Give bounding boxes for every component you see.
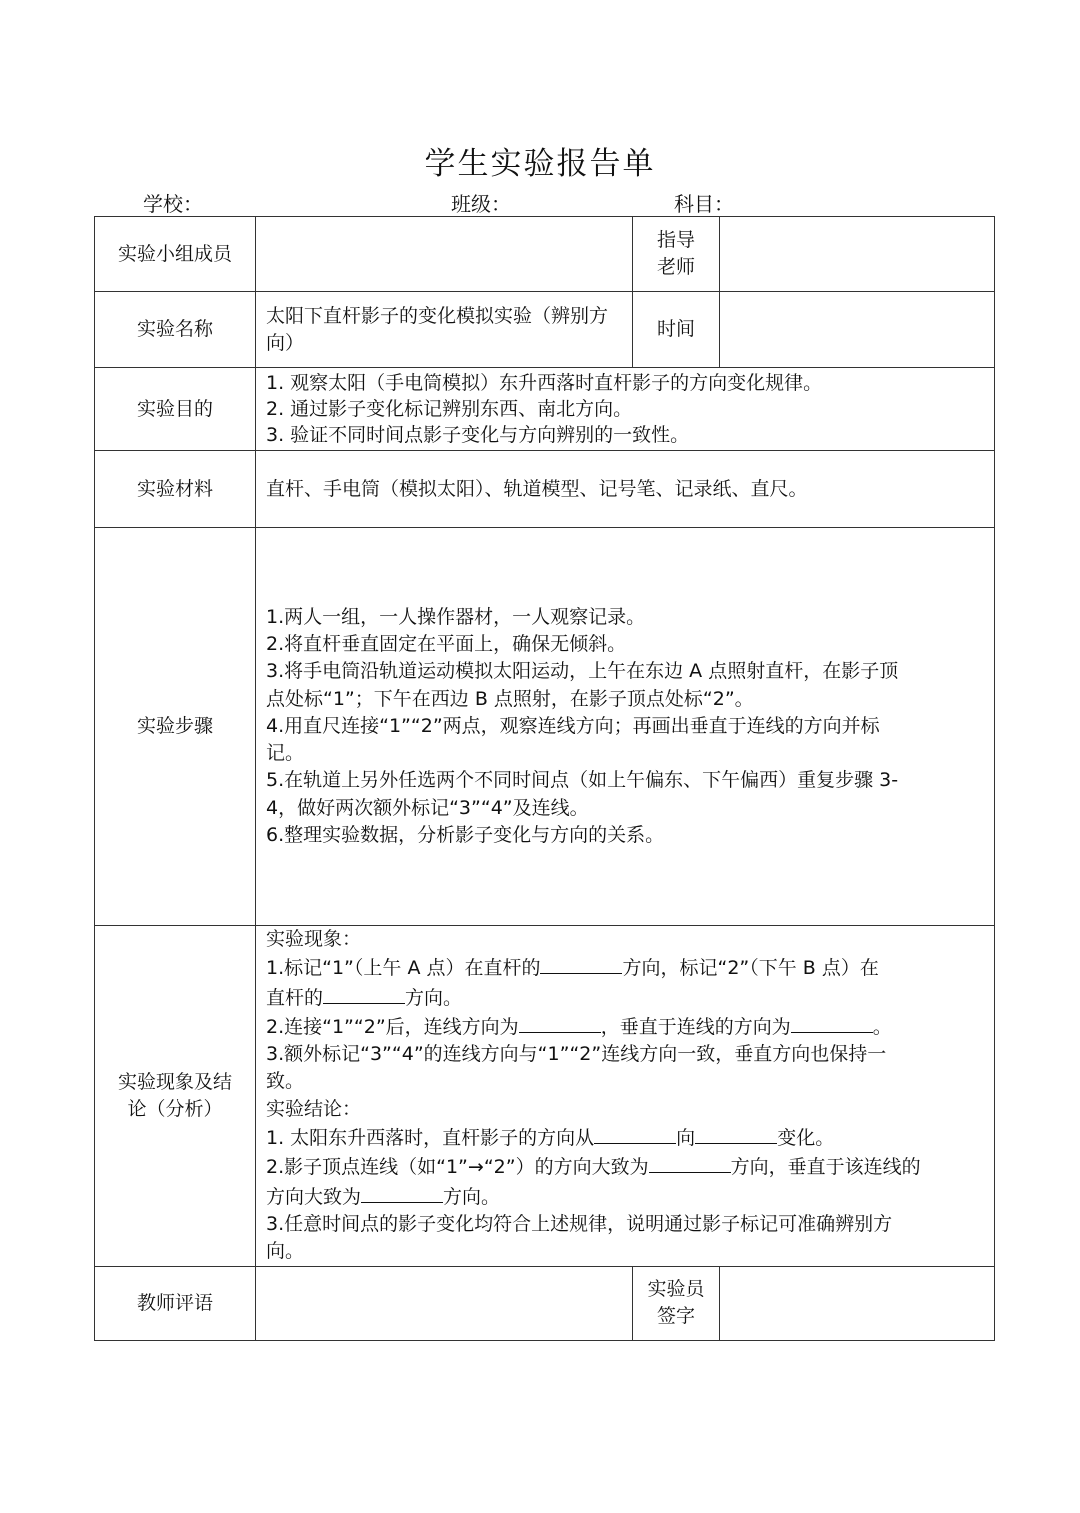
time-cell[interactable] [720, 292, 995, 368]
text-fragment: 1.标记“1”（上午 A 点）在直杆的 [266, 957, 541, 980]
steps-list [256, 528, 995, 926]
text-fragment: 方向，垂直于该连线的 [730, 1156, 921, 1179]
text-fragment: 2.影子顶点连线（如“1”→“2”）的方向大致为 [266, 1156, 649, 1179]
text-fragment: 方向，标记“2”（下午 B 点）在 [622, 957, 879, 980]
phenomena-content [256, 926, 995, 1267]
signer-label-line-1: 实验员 [647, 1278, 705, 1301]
step-line: 记。 [266, 742, 305, 765]
text-fragment: 2.连接“1”“2”后，连线方向为 [266, 1015, 519, 1038]
text-fragment: 方向大致为 [266, 1185, 362, 1208]
teacher-label-line-1: 指导 [656, 229, 695, 251]
signer-label-line-2: 签字 [656, 1305, 695, 1328]
members-cell[interactable] [256, 217, 633, 292]
comment-cell[interactable] [256, 1266, 633, 1340]
fill-blank[interactable] [361, 1182, 443, 1203]
text-fragment: 向 [676, 1127, 696, 1150]
purpose-list [256, 368, 995, 451]
name-value: 太阳下直杆影子的变化模拟实验（辨别方向） [256, 292, 633, 368]
row-members [95, 217, 995, 292]
conclusion-line-5: 向。 [266, 1240, 305, 1263]
phenomena-line-2 [266, 983, 984, 1012]
conclusion-line-4: 3.任意时间点的影子变化均符合上述规律，说明通过影子标记可准确辨别方 [266, 1212, 893, 1235]
name-label: 实验名称 [95, 292, 256, 368]
teacher-label [633, 217, 720, 292]
phenomena-label-line-2: 论（分析） [127, 1097, 223, 1120]
page-title: 学生实验报告单 [424, 146, 656, 182]
subject-label: 科目： [674, 192, 734, 216]
phenomena-line-1 [266, 953, 984, 982]
phenomena-label-line-1: 实验现象及结 [117, 1070, 232, 1093]
fill-blank[interactable] [594, 1123, 676, 1144]
conclusion-heading: 实验结论： [266, 1097, 362, 1120]
purpose-label: 实验目的 [95, 368, 256, 451]
step-line: 点处标“1”；下午在西边 B 点照射，在影子顶点处标“2”。 [266, 687, 754, 710]
row-name [95, 292, 995, 368]
phenomena-heading: 实验现象： [266, 928, 362, 950]
subject-input-line[interactable] [740, 194, 836, 217]
purpose-item: 1. 观察太阳（手电筒模拟）东升西落时直杆影子的方向变化规律。 [266, 372, 823, 394]
conclusion-line-2 [266, 1152, 984, 1181]
signer-cell[interactable] [720, 1266, 995, 1340]
step-line: 6.整理实验数据，分析影子变化与方向的关系。 [266, 824, 665, 847]
step-line: 2.将直杆垂直固定在平面上，确保无倾斜。 [266, 632, 627, 655]
text-fragment: ，垂直于连线的方向为 [600, 1015, 791, 1038]
class-field [451, 188, 634, 217]
row-phenomena [95, 926, 995, 1267]
row-materials [95, 451, 995, 528]
purpose-item: 3. 验证不同时间点影子变化与方向辨别的一致性。 [266, 424, 690, 446]
phenomena-line-3 [266, 1012, 984, 1041]
subject-field [674, 188, 836, 217]
text-fragment: 直杆的 [266, 986, 324, 1009]
text-fragment: 变化。 [777, 1127, 835, 1150]
row-steps [95, 528, 995, 926]
fill-blank[interactable] [649, 1152, 731, 1173]
steps-label: 实验步骤 [95, 528, 256, 926]
signer-label [633, 1266, 720, 1340]
text-fragment: 1. 太阳东升西落时，直杆影子的方向从 [266, 1127, 595, 1150]
comment-label: 教师评语 [95, 1266, 256, 1340]
phenomena-line-5: 致。 [266, 1070, 305, 1093]
materials-value: 直杆、手电筒（模拟太阳）、轨道模型、记号笔、记录纸、直尺。 [256, 451, 995, 528]
school-input-line[interactable] [209, 194, 412, 217]
row-purpose [95, 368, 995, 451]
row-comment [95, 1266, 995, 1340]
phenomena-line-4: 3.额外标记“3”“4”的连线方向与“1”“2”连线方向一致，垂直方向也保持一 [266, 1043, 887, 1066]
purpose-item: 2. 通过影子变化标记辨别东西、南北方向。 [266, 398, 633, 420]
class-label: 班级： [451, 192, 511, 216]
fill-blank[interactable] [323, 983, 405, 1004]
fill-blank[interactable] [695, 1123, 777, 1144]
text-fragment: 。 [872, 1015, 892, 1038]
materials-label: 实验材料 [95, 451, 256, 528]
fill-blank[interactable] [519, 1012, 601, 1033]
step-line: 4，做好两次额外标记“3”“4”及连线。 [266, 796, 589, 819]
fill-blank[interactable] [540, 953, 622, 974]
school-field [143, 188, 412, 217]
text-fragment: 方向。 [405, 986, 463, 1009]
time-label: 时间 [633, 292, 720, 368]
step-line: 1.两人一组，一人操作器材，一人观察记录。 [266, 605, 646, 628]
report-table [94, 216, 995, 1341]
phenomena-label [95, 926, 256, 1267]
teacher-cell[interactable] [720, 217, 995, 292]
members-label: 实验小组成员 [95, 217, 256, 292]
class-input-line[interactable] [517, 194, 634, 217]
conclusion-line-3 [266, 1182, 984, 1211]
step-line: 3.将手电筒沿轨道运动模拟太阳运动，上午在东边 A 点照射直杆，在影子顶 [266, 660, 899, 683]
school-label: 学校： [143, 192, 203, 216]
step-line: 4.用直尺连接“1”“2”两点，观察连线方向；再画出垂直于连线的方向并标 [266, 714, 880, 737]
text-fragment: 方向。 [443, 1185, 501, 1208]
conclusion-line-1 [266, 1123, 984, 1152]
teacher-label-line-2: 老师 [656, 256, 695, 278]
step-line: 5.在轨道上另外任选两个不同时间点（如上午偏东、下午偏西）重复步骤 3- [266, 769, 899, 792]
fill-blank[interactable] [791, 1012, 873, 1033]
